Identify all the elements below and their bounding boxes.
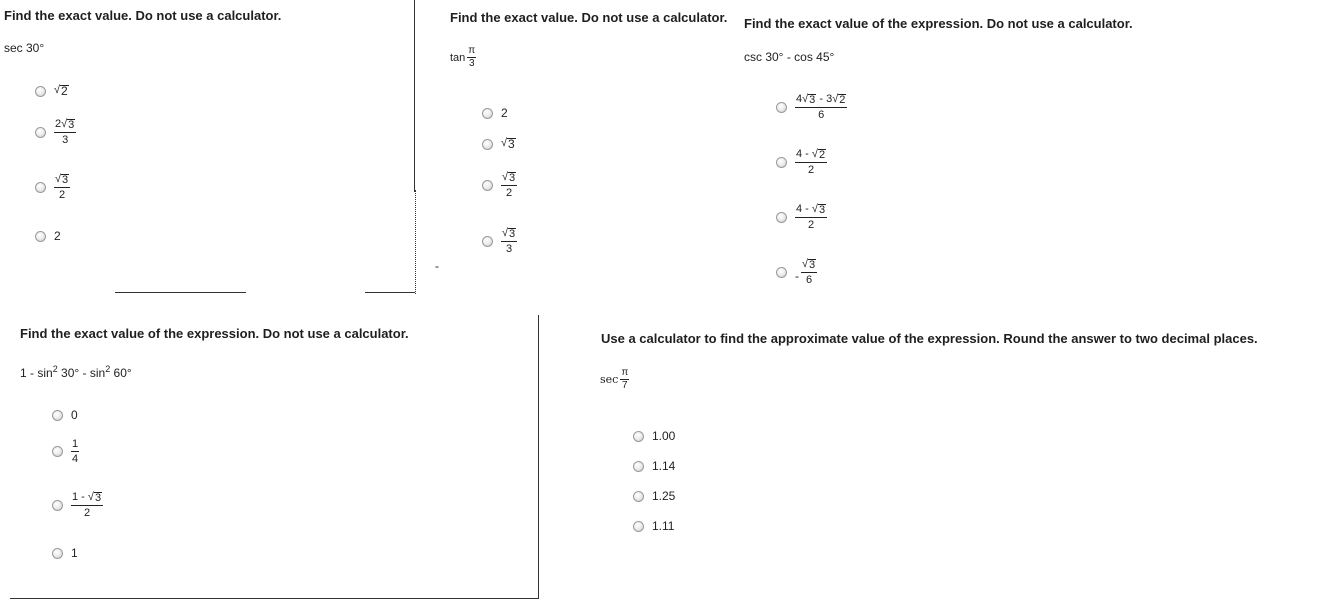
q1-option-c[interactable] (35, 173, 70, 201)
fraction: √ 3 3 (502, 227, 516, 255)
q1-title: Find the exact value. Do not use a calculator. (4, 8, 282, 23)
q5-expression: sec $\frac{\pi}{7}$ (600, 367, 629, 391)
q2-option-c[interactable] (482, 171, 517, 199)
radio-button[interactable] (633, 431, 644, 442)
fraction: 4 - √ 2 2 (796, 148, 826, 176)
fraction: 1 - √ 3 2 (72, 491, 102, 519)
radio-button[interactable] (52, 500, 63, 511)
fraction: 2 √ 3 3 (55, 118, 75, 146)
q3-option-c[interactable] (776, 203, 827, 231)
fraction: √ 3 2 (55, 173, 69, 201)
q5-option-c[interactable]: 1.25 (633, 489, 675, 503)
q4-title: Find the exact value of the expression. Do not use a calculator. (20, 326, 409, 341)
radio-button[interactable] (776, 102, 787, 113)
radio-button[interactable] (52, 446, 63, 457)
q2-option-b[interactable] (482, 138, 516, 150)
q3-option-d[interactable]: - √ 3 6 (776, 258, 817, 286)
radio-button[interactable] (482, 108, 493, 119)
radio-button[interactable] (35, 86, 46, 97)
q5-title: Use a calculator to find the approximate value of the expression. Round the answer to two decimal places. (601, 331, 1258, 346)
q4-option-d[interactable]: 1 (52, 546, 78, 560)
q4-option-a[interactable]: 0 (52, 408, 78, 422)
radio-button[interactable] (776, 267, 787, 278)
sqrt-expression: √ 2 (54, 84, 68, 98)
fraction: $\frac{1}{4}$ (72, 438, 79, 465)
q5-option-b[interactable]: 1.14 (633, 459, 675, 473)
divider (414, 0, 415, 192)
fraction: 4 - √ 3 2 (796, 203, 826, 231)
radio-button[interactable] (35, 127, 46, 138)
radio-button[interactable] (633, 461, 644, 472)
radio-button[interactable] (52, 548, 63, 559)
q3-option-b[interactable] (776, 148, 827, 176)
q2-title: Find the exact value. Do not use a calculator. (450, 10, 728, 25)
radio-button[interactable] (633, 491, 644, 502)
radio-button[interactable] (776, 212, 787, 223)
q1-option-b[interactable] (35, 118, 76, 146)
q2-option-a[interactable]: 2 (482, 106, 508, 120)
q3-option-a[interactable] (776, 93, 847, 121)
q4-option-b[interactable] (52, 438, 79, 465)
stray-dash: - (435, 259, 439, 273)
divider (538, 315, 539, 599)
radio-button[interactable] (633, 521, 644, 532)
fraction: √ 3 2 (502, 171, 516, 199)
radio-button[interactable] (482, 236, 493, 247)
q3-title: Find the exact value of the expression. Do not use a calculator. (744, 16, 1133, 31)
divider (415, 190, 416, 294)
fraction: 4 √ 3 - 3 √ 2 6 (796, 93, 846, 121)
divider (115, 292, 246, 293)
q2-option-d[interactable] (482, 227, 517, 255)
q4-option-c[interactable] (52, 491, 103, 519)
q1-option-a[interactable] (35, 85, 69, 97)
q2-expression: tan $\frac{\pi}{3}$ (450, 45, 476, 69)
sqrt-expression: √ 3 (501, 137, 515, 151)
q4-expression: $1 - \sin^2 30^\circ - \sin^2 60^\circ$ (20, 364, 132, 380)
fraction: √ 3 6 (802, 258, 816, 286)
q1-option-d[interactable]: 2 (35, 229, 61, 243)
radio-button[interactable] (35, 182, 46, 193)
radio-button[interactable] (52, 410, 63, 421)
radio-button[interactable] (776, 157, 787, 168)
radio-button[interactable] (35, 231, 46, 242)
q5-option-d[interactable]: 1.11 (633, 519, 674, 533)
divider (10, 598, 538, 599)
radio-button[interactable] (482, 139, 493, 150)
q3-expression: csc 30° - cos 45° (744, 50, 835, 64)
divider (365, 292, 415, 293)
q1-expression: sec 30° (4, 41, 45, 55)
q5-option-a[interactable]: 1.00 (633, 429, 675, 443)
radio-button[interactable] (482, 180, 493, 191)
